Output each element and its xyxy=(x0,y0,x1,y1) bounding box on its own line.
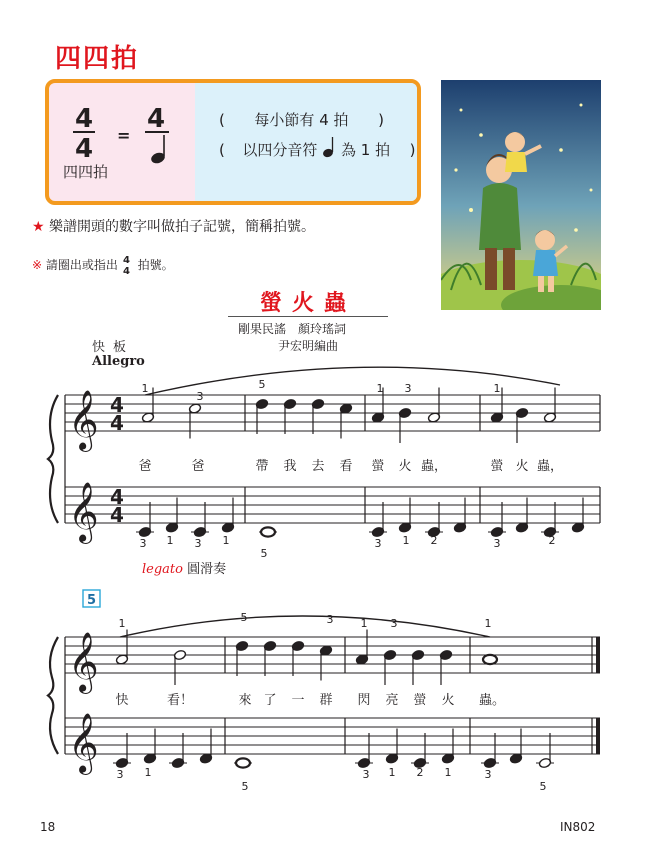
exercise-instruction: ※ 請圈出或指出 4 4 拍號。 xyxy=(32,255,174,276)
whole-note xyxy=(483,655,497,664)
fingering-number: 5 xyxy=(240,611,248,624)
lyric-syllable: 群 xyxy=(319,693,333,708)
whole-note xyxy=(261,527,275,536)
note-time-signature-definition: ★ 樂譜開頭的數字叫做拍子記號，簡稱拍號。 xyxy=(32,219,316,235)
svg-text:4: 4 xyxy=(147,104,166,134)
fingering-number: 1 xyxy=(141,382,149,395)
song-credit-lyrics: 剛果民謠 顏玲瑤詞 xyxy=(238,322,347,336)
time-signature-numerator: 4 xyxy=(110,485,124,509)
fingering-number: 1 xyxy=(376,382,384,395)
fingering-number: 5 xyxy=(539,780,547,793)
lyric-syllable: 我 xyxy=(283,459,297,474)
svg-text:4: 4 xyxy=(75,104,94,134)
time-signature-denominator: 4 xyxy=(110,411,124,435)
explanation-line-2: ( 以四分音符 為 1 拍 ) xyxy=(219,137,416,160)
fingering-number: 1 xyxy=(388,766,396,779)
lyric-syllable: 了 xyxy=(263,693,277,708)
svg-text:4: 4 xyxy=(122,266,130,276)
lyric-syllable: 看 xyxy=(339,459,353,474)
fingering-number: 3 xyxy=(374,537,382,550)
beats-per-measure-text: 每小節有 4 拍 xyxy=(254,111,349,129)
fingering-number: 2 xyxy=(416,766,424,779)
fingering-number: 5 xyxy=(241,780,249,793)
fingering-number: 2 xyxy=(548,534,556,547)
svg-text:=: = xyxy=(117,126,131,145)
book-code: IN802 xyxy=(560,820,596,834)
time-signature-denominator: 4 xyxy=(110,503,124,527)
song-title: 螢火蟲 xyxy=(259,291,356,316)
lyric-syllable: 火 xyxy=(515,459,529,474)
grand-staff-brace xyxy=(48,637,58,754)
final-barline xyxy=(596,637,600,673)
treble-clef-icon: 𝄞 xyxy=(68,390,99,450)
fingering-number: 1 xyxy=(493,382,501,395)
fingering-number: 1 xyxy=(222,534,230,547)
treble-clef-icon: 𝄞 xyxy=(68,632,99,692)
page-title: 四四拍 xyxy=(55,44,140,74)
slur xyxy=(120,616,490,637)
lyric-syllable: 爸 xyxy=(138,459,152,474)
fingering-number: 3 xyxy=(362,768,370,781)
system-2 xyxy=(48,590,600,793)
fingering-number: 1 xyxy=(360,617,368,630)
fingering-number: 3 xyxy=(194,537,202,550)
tempo-marking-italian: Allegro xyxy=(92,354,145,369)
fingering-number: 1 xyxy=(484,617,492,630)
lyric-syllable: 亮 xyxy=(385,693,399,708)
fingering-number: 5 xyxy=(260,547,268,560)
fingering-number: 3 xyxy=(404,382,412,395)
fingering-number: 3 xyxy=(196,390,204,403)
fingering-number: 2 xyxy=(430,534,438,547)
explanation-line-1: ( 每小節有 4 拍 ) xyxy=(219,111,384,129)
lyric-syllable: 閃 xyxy=(357,693,371,708)
fingering-number: 3 xyxy=(326,613,334,626)
lyric-syllable: 螢 xyxy=(371,459,385,474)
lyric-syllable: 蟲， xyxy=(420,459,448,474)
star-icon: ★ xyxy=(32,219,45,235)
grand-staff-brace xyxy=(48,395,58,523)
svg-text:4: 4 xyxy=(122,255,130,266)
fingering-number: 3 xyxy=(484,768,492,781)
time-signature-caption: 四四拍 xyxy=(63,163,109,181)
fingering-number: 5 xyxy=(258,378,266,391)
fingering-number: 1 xyxy=(166,534,174,547)
lyric-syllable: 蟲， xyxy=(536,459,564,474)
lyric-syllable: 蟲。 xyxy=(478,693,506,708)
fingering-number: 3 xyxy=(390,617,398,630)
fingering-number: 1 xyxy=(444,766,452,779)
fingering-number: 1 xyxy=(144,766,152,779)
lyric-syllable: 螢 xyxy=(490,459,504,474)
lyric-syllable: 來 xyxy=(238,693,252,708)
system-1 xyxy=(48,367,600,560)
fingering-number: 3 xyxy=(139,537,147,550)
fingering-number: 3 xyxy=(493,537,501,550)
lyric-syllable: 看！ xyxy=(166,693,194,708)
lyric-syllable: 火 xyxy=(398,459,412,474)
fingering-number: 1 xyxy=(402,534,410,547)
lyric-syllable: 一 xyxy=(291,693,305,708)
fingering-number: 3 xyxy=(116,768,124,781)
page-number: 18 xyxy=(40,820,56,834)
tempo-marking-chinese: 快板 xyxy=(92,340,135,355)
quarter-note-text: 以四分音符 xyxy=(242,141,318,159)
fingering-number: 1 xyxy=(118,617,126,630)
lyric-syllable: 去 xyxy=(311,459,325,474)
lyric-syllable: 螢 xyxy=(413,693,427,708)
lyric-syllable: 爸 xyxy=(191,459,205,474)
one-beat-text: 為 1 拍 xyxy=(341,141,391,159)
lyric-syllable: 快 xyxy=(115,693,129,708)
legato-marking: legato 圓滑奏 xyxy=(142,562,227,577)
svg-text:4: 4 xyxy=(75,134,94,164)
treble-clef-icon: 𝄞 xyxy=(68,713,99,773)
treble-clef-icon: 𝄞 xyxy=(68,482,99,542)
song-credit-arranger: 尹宏明編曲 xyxy=(278,339,339,353)
final-barline xyxy=(596,718,600,754)
whole-note xyxy=(236,758,250,767)
time-signature-numerator: 4 xyxy=(110,393,124,417)
measure-number: 5 xyxy=(86,593,97,608)
reference-mark-icon: ※ xyxy=(32,258,43,272)
lyric-syllable: 火 xyxy=(441,693,455,708)
lyric-syllable: 帶 xyxy=(255,459,269,474)
